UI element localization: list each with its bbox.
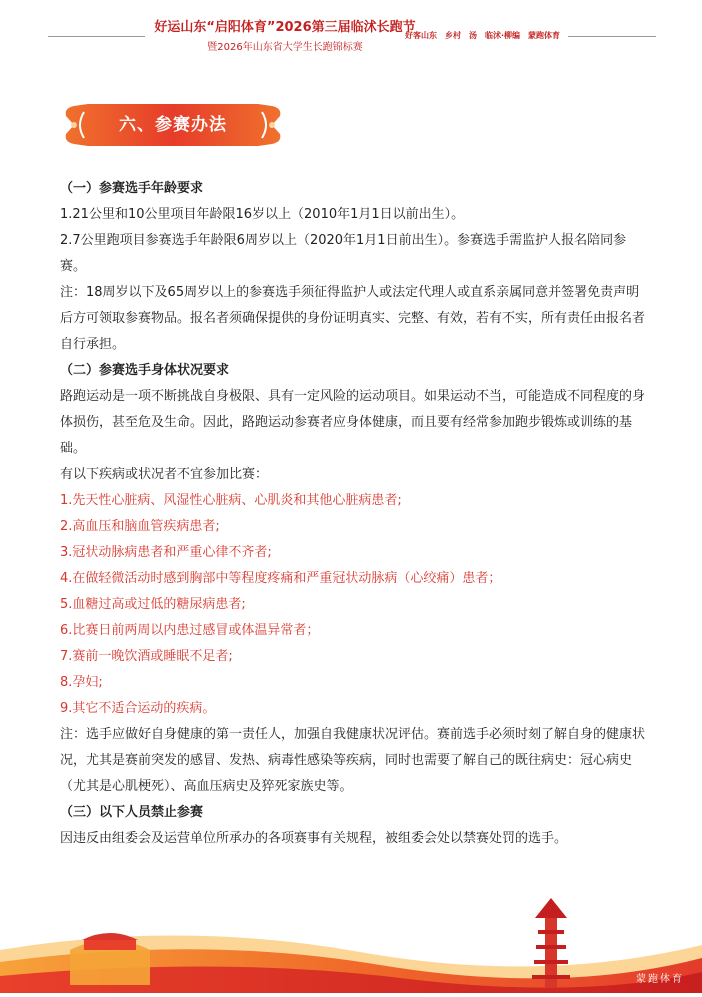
age-item: 2.7公里跑项目参赛选手年龄限6周岁以上（2020年1月1日前出生）。参赛选手需监护人报名陪同参赛。 xyxy=(60,233,627,274)
condition-item: 4.在做轻微活动时感到胸部中等程度疼痛和严重冠状动脉病（心绞痛）患者； xyxy=(60,571,502,586)
banned-text: 因违反由组委会及运营单位所承办的各项赛事有关规程，被组委会处以禁赛处罚的选手。 xyxy=(60,831,568,846)
footer-decoration-icon xyxy=(0,890,702,993)
sponsor-logos xyxy=(405,20,563,50)
sponsor-logo: 好客山东 xyxy=(405,30,437,40)
event-subtitle: 暨2026年山东省大学生长跑锦标赛 xyxy=(207,42,363,53)
condition-item: 6.比赛日前两周以内患过感冒或体温异常者； xyxy=(60,623,320,638)
condition-item: 2.高血压和脑血管疾病患者; xyxy=(60,519,220,534)
condition-item: 5.血糖过高或过低的糖尿病患者; xyxy=(60,597,246,612)
age-item: 1.21公里和10公里项目年龄限16岁以上（2010年1月1日以前出生）。 xyxy=(60,207,465,222)
condition-item: 9.其它不适合运动的疾病。 xyxy=(60,701,216,716)
banned-heading: （三）以下人员禁止参赛 xyxy=(60,805,204,820)
page-footer xyxy=(0,890,702,993)
sponsor-logo: 蒙跑体育 xyxy=(528,30,561,40)
condition-item: 7.赛前一晚饮酒或睡眠不足者; xyxy=(60,649,233,664)
header-rule-right xyxy=(568,36,656,37)
section-title: 六、参赛办法 xyxy=(119,115,227,135)
header-rule-left xyxy=(48,36,145,37)
sponsor-logo: 汤 xyxy=(469,30,477,40)
sponsor-logo: 乡村 xyxy=(445,30,461,40)
condition-item: 8.孕妇; xyxy=(60,675,103,690)
condition-item: 1.先天性心脏病、风湿性心脏病、心肌炎和其他心脏病患者; xyxy=(60,493,402,508)
page-header xyxy=(0,0,702,70)
condition-item: 3.冠状动脉病患者和严重心律不齐者; xyxy=(60,545,272,560)
age-heading: （一）参赛选手年龄要求 xyxy=(60,181,204,196)
content-body xyxy=(60,176,650,852)
health-heading: （二）参赛选手身体状况要求 xyxy=(60,363,230,378)
age-note: 注：18周岁以下及65周岁以上的参赛选手须征得监护人或法定代理人或直系亲属同意并签署免责声明后方可领取参赛物品。报名者须确保提供的身份证明真实、完整、有效，若有不实，所有责任由报名者自行承担。 xyxy=(60,285,646,352)
watermark: 蒙跑体育 xyxy=(636,974,684,985)
section-banner xyxy=(62,102,284,148)
health-lead: 有以下疾病或状况者不宜参加比赛： xyxy=(60,467,269,482)
sponsor-logo: 临沭·柳编 xyxy=(485,30,521,40)
event-title: 好运山东“启阳体育”2026第三届临沭长跑节 xyxy=(154,20,416,35)
health-note: 注：选手应做好自身健康的第一责任人，加强自我健康状况评估。赛前选手必须时刻了解自身的健康状况，尤其是赛前突发的感冒、发热、病毒性感染等疾病，同时也需要了解自己的既往病史：冠心病史（尤其是心肌梗死）、高血压病史及猝死家族史等。 xyxy=(60,727,646,794)
health-intro: 路跑运动是一项不断挑战自身极限、具有一定风险的运动项目。如果运动不当，可能造成不同程度的身体损伤，甚至危及生命。因此，路跑运动参赛者应身体健康，而且要有经常参加跑步锻炼或训练的基础。 xyxy=(60,389,646,456)
